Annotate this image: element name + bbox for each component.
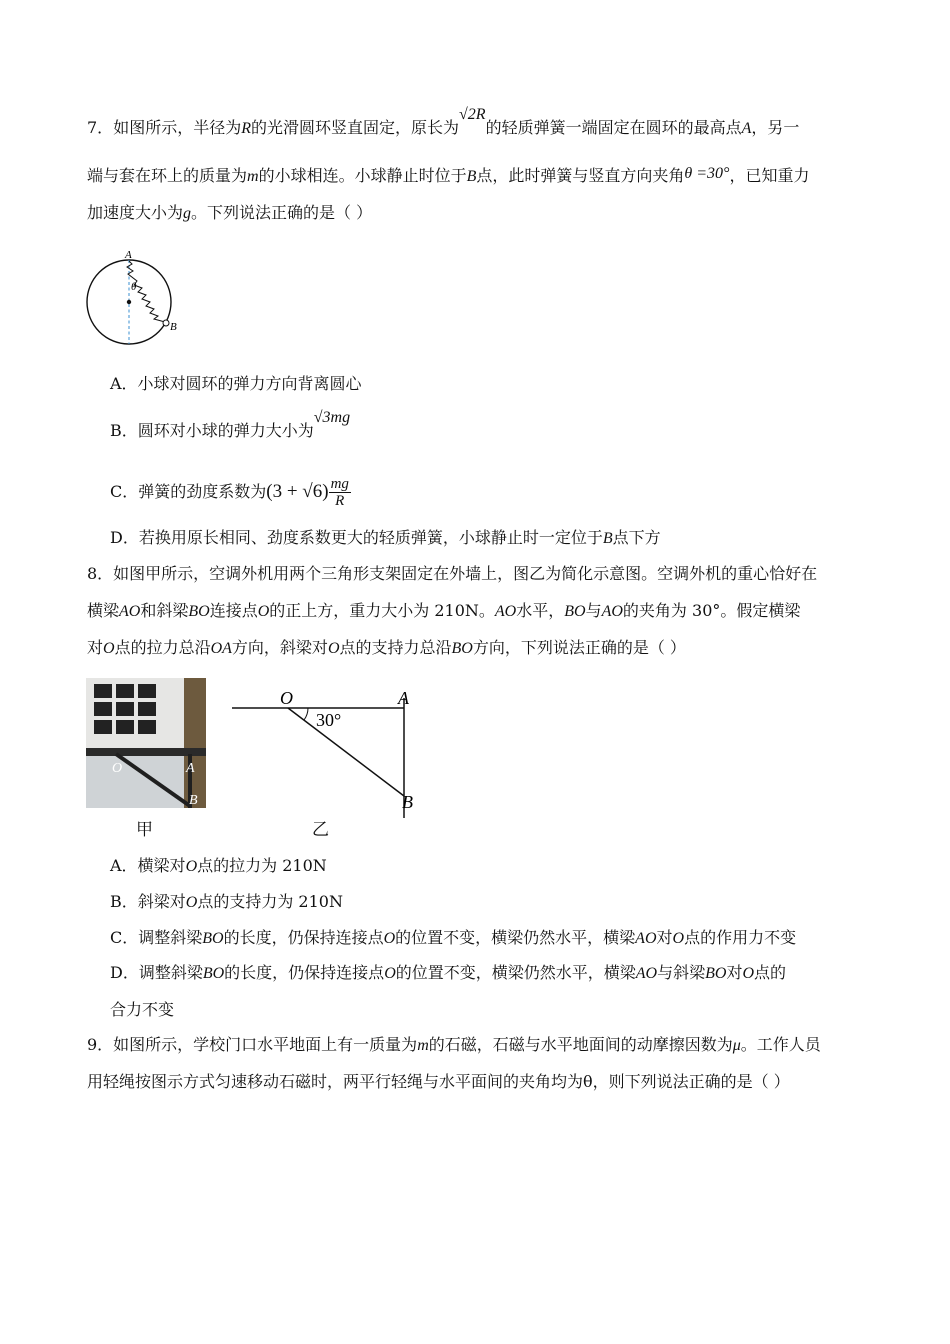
q9-line-2: 用轻绳按图示方式匀速移动石磁时，两平行轻绳与水平面间的夹角均为θ，则下列说法正确的是（ ） <box>87 1072 790 1091</box>
option-c-fraction: $\frac{mg}{R}$ <box>330 476 349 509</box>
option-c-paren: (3 + √6) <box>266 481 329 502</box>
spring-length-expr: √2R <box>459 106 486 123</box>
q7-ring-figure <box>82 246 187 350</box>
q7-option-a: A．小球对圆环的弹力方向背离圆心 <box>110 374 362 393</box>
q8-line-3: 对O点的拉力总沿OA方向，斜梁对O点的支持力总沿BO方向，下列说法正确的是（ ） <box>87 638 686 657</box>
photo-label-A: A <box>186 761 195 776</box>
label-A: A <box>125 249 132 261</box>
photo-label-B: B <box>189 793 198 808</box>
photo-label-O: O <box>112 761 123 776</box>
q7-option-c: C．弹簧的劲度系数为(3 + √6) $\frac{mg}{R}$ <box>110 476 349 509</box>
q8-option-a: A．横梁对O点的拉力为 210N <box>110 856 327 875</box>
caption-jia: 甲 <box>136 820 153 840</box>
q8-line-1: 8．如图甲所示，空调外机用两个三角形支架固定在外墙上，图乙为简化示意图。空调外机的重心恰好在 <box>87 564 818 583</box>
wall-frame <box>184 678 206 808</box>
q7-number: 7． <box>87 118 114 137</box>
schematic-label-A: A <box>398 688 409 708</box>
schematic-label-B: B <box>402 792 413 812</box>
photo-lower-area <box>86 756 184 808</box>
q8-option-b: B．斜梁对O点的支持力为 210N <box>110 892 343 911</box>
q8-option-d-continued: 合力不变 <box>110 1000 175 1019</box>
option-b-expr: √3mg <box>313 409 351 426</box>
q7-line-1: 7．如图所示，半径为R的光滑圆环竖直固定，原长为√2R的轻质弹簧一端固定在圆环的最高点A，另一 <box>87 106 800 137</box>
q8-option-c: C．调整斜梁BO的长度，仍保持连接点O的位置不变，横梁仍然水平，横梁AO对O点的作用力不变 <box>110 928 797 947</box>
q7-option-d: D．若换用原长相同、劲度系数更大的轻质弹簧，小球静止时一定位于B点下方 <box>110 528 661 547</box>
ac-grille <box>94 684 156 734</box>
q9-line-1: 9．如图所示，学校门口水平地面上有一质量为m的石磁，石磁与水平地面间的动摩擦因数为μ。工作人员 <box>87 1035 821 1054</box>
angle-arc <box>304 708 308 720</box>
q8-option-d: D．调整斜梁BO的长度，仍保持连接点O的位置不变，横梁仍然水平，横梁AO与斜梁BO对O点的 <box>110 963 787 982</box>
schematic-angle-label: 30° <box>316 710 342 730</box>
beam-BO <box>288 708 404 796</box>
ring-center <box>127 300 131 304</box>
label-theta: θ <box>131 281 137 293</box>
ball <box>163 320 169 326</box>
q7-option-b: B．圆环对小球的弹力大小为√3mg <box>110 409 351 440</box>
label-B: B <box>170 321 177 333</box>
q7-line-3: 加速度大小为g。下列说法正确的是（ ） <box>87 203 373 222</box>
schematic-figure-yi <box>228 684 428 824</box>
q8-line-2: 横梁AO和斜梁BO连接点O的正上方，重力大小为 210N。AO水平，BO与AO的夹角为 30°。假定横梁 <box>87 601 801 620</box>
q7-line-2: 端与套在环上的质量为m的小球相连。小球静止时位于B点，此时弹簧与竖直方向夹角θ =30°，已知重力 <box>87 165 810 185</box>
photo-figure-jia <box>86 678 206 808</box>
theta-expr: θ =30° <box>684 165 730 182</box>
caption-yi: 乙 <box>312 820 329 840</box>
schematic-label-O: O <box>280 688 293 708</box>
